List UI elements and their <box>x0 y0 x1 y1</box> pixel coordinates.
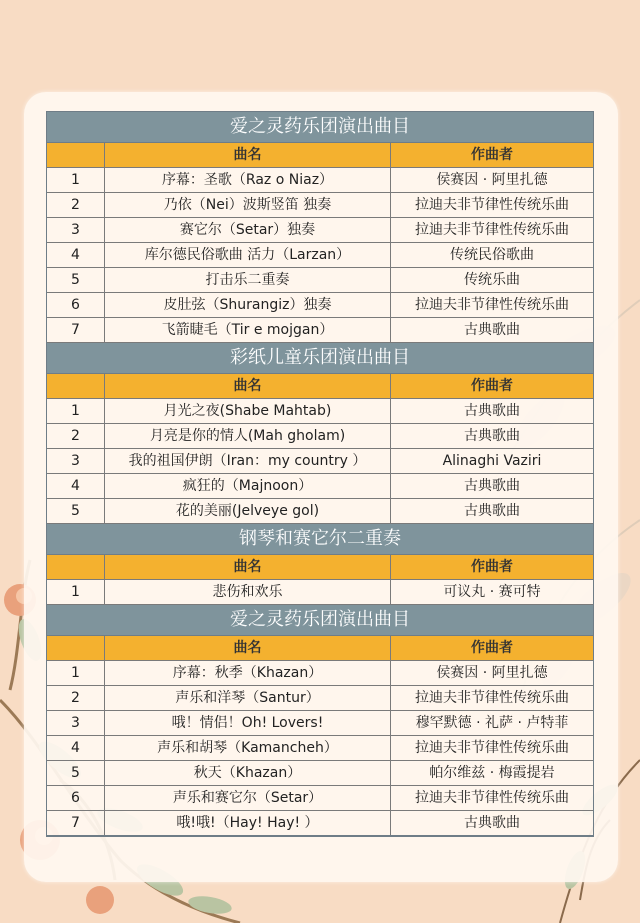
table-row <box>47 761 593 786</box>
row-number: 1 <box>47 661 105 685</box>
section-title: 钢琴和赛它尔二重奏 <box>47 524 593 555</box>
composer: 拉迪夫非节律性传统乐曲 <box>415 297 569 313</box>
table-row <box>47 661 593 686</box>
header-song: 曲名 <box>105 143 391 167</box>
composer: Alinaghi Vaziri <box>442 453 542 469</box>
song-title: 我的祖国伊朗（Iran：my country ） <box>105 449 391 473</box>
composer: 传统乐曲 <box>464 272 520 288</box>
row-number: 2 <box>47 424 105 448</box>
composer: 古典歌曲 <box>464 478 520 494</box>
section-title: 爱之灵药乐团演出曲目 <box>47 112 593 143</box>
song-title: 哦!哦!（Hay! Hay! ） <box>105 811 391 835</box>
song-title: 声乐和洋琴（Santur） <box>105 686 391 710</box>
song-title: 月亮是你的情人(Mah gholam) <box>105 424 391 448</box>
composer: 拉迪夫非节律性传统乐曲 <box>415 790 569 806</box>
table-row <box>47 293 593 318</box>
table-row <box>47 168 593 193</box>
table-row <box>47 499 593 524</box>
row-number: 4 <box>47 243 105 267</box>
song-title: 库尔德民俗歌曲 活力（Larzan） <box>105 243 391 267</box>
row-number: 6 <box>47 293 105 317</box>
song-title: 哦！情侣！Oh! Lovers! <box>105 711 391 735</box>
song-title: 声乐和胡琴（Kamancheh） <box>105 736 391 760</box>
composer: 古典歌曲 <box>464 428 520 444</box>
row-number: 5 <box>47 761 105 785</box>
row-number: 1 <box>47 580 105 604</box>
table-row <box>47 711 593 736</box>
song-title: 月光之夜(Shabe Mahtab) <box>105 399 391 423</box>
song-title: 打击乐二重奏 <box>105 268 391 292</box>
composer: 穆罕默德 · 礼萨 · 卢特菲 <box>415 715 569 731</box>
table-row <box>47 399 593 424</box>
song-title: 序幕：秋季（Khazan） <box>105 661 391 685</box>
table-row <box>47 268 593 293</box>
column-header-row <box>47 555 593 580</box>
column-header-row <box>47 374 593 399</box>
song-title: 秋天（Khazan） <box>105 761 391 785</box>
table-row <box>47 580 593 605</box>
column-header-row <box>47 143 593 168</box>
header-composer: 作曲者 <box>471 378 513 394</box>
section-title: 彩纸儿童乐团演出曲目 <box>47 343 593 374</box>
row-number: 1 <box>47 399 105 423</box>
song-title: 赛它尔（Setar）独奏 <box>105 218 391 242</box>
row-number: 1 <box>47 168 105 192</box>
section-title: 爱之灵药乐团演出曲目 <box>47 605 593 636</box>
header-song: 曲名 <box>105 555 391 579</box>
row-number: 4 <box>47 474 105 498</box>
row-number: 2 <box>47 193 105 217</box>
header-no <box>47 374 105 398</box>
table-row <box>47 193 593 218</box>
section-2 <box>47 343 593 524</box>
section-4 <box>47 605 593 836</box>
row-number: 2 <box>47 686 105 710</box>
table-row <box>47 736 593 761</box>
table-row <box>47 449 593 474</box>
header-composer: 作曲者 <box>471 147 513 163</box>
composer: 古典歌曲 <box>464 503 520 519</box>
composer: 侯赛因 · 阿里扎德 <box>436 665 548 681</box>
composer: 传统民俗歌曲 <box>450 247 534 263</box>
table-row <box>47 318 593 343</box>
table-row <box>47 243 593 268</box>
row-number: 3 <box>47 449 105 473</box>
table-row <box>47 424 593 449</box>
row-number: 3 <box>47 711 105 735</box>
composer: 拉迪夫非节律性传统乐曲 <box>415 690 569 706</box>
header-no <box>47 143 105 167</box>
composer: 可议丸 · 赛可特 <box>443 584 541 600</box>
table-row <box>47 218 593 243</box>
composer: 拉迪夫非节律性传统乐曲 <box>415 740 569 756</box>
song-title: 飞箭睫毛（Tir e mojgan） <box>105 318 391 342</box>
composer: 古典歌曲 <box>464 815 520 831</box>
program-sheet <box>46 111 594 837</box>
song-title: 疯狂的（Majnoon） <box>105 474 391 498</box>
section-1 <box>47 112 593 343</box>
row-number: 7 <box>47 811 105 835</box>
row-number: 7 <box>47 318 105 342</box>
song-title: 花的美丽(Jelveye gol) <box>105 499 391 523</box>
row-number: 6 <box>47 786 105 810</box>
column-header-row <box>47 636 593 661</box>
composer: 古典歌曲 <box>464 403 520 419</box>
header-composer: 作曲者 <box>471 640 513 656</box>
header-no <box>47 555 105 579</box>
header-song: 曲名 <box>105 374 391 398</box>
song-title: 序幕：圣歌（Raz o Niaz） <box>105 168 391 192</box>
table-row <box>47 811 593 836</box>
header-no <box>47 636 105 660</box>
composer: 拉迪夫非节律性传统乐曲 <box>415 222 569 238</box>
row-number: 5 <box>47 268 105 292</box>
song-title: 皮肚弦（Shurangiz）独奏 <box>105 293 391 317</box>
song-title: 乃依（Nei）波斯竖笛 独奏 <box>105 193 391 217</box>
table-row <box>47 686 593 711</box>
header-song: 曲名 <box>105 636 391 660</box>
table-row <box>47 786 593 811</box>
row-number: 5 <box>47 499 105 523</box>
composer: 帕尔维兹 · 梅霞提岩 <box>429 765 555 781</box>
row-number: 3 <box>47 218 105 242</box>
song-title: 声乐和赛它尔（Setar） <box>105 786 391 810</box>
row-number: 4 <box>47 736 105 760</box>
composer: 拉迪夫非节律性传统乐曲 <box>415 197 569 213</box>
table-row <box>47 474 593 499</box>
composer: 古典歌曲 <box>464 322 520 338</box>
composer: 侯赛因 · 阿里扎德 <box>436 172 548 188</box>
song-title: 悲伤和欢乐 <box>105 580 391 604</box>
header-composer: 作曲者 <box>471 559 513 575</box>
section-3 <box>47 524 593 605</box>
